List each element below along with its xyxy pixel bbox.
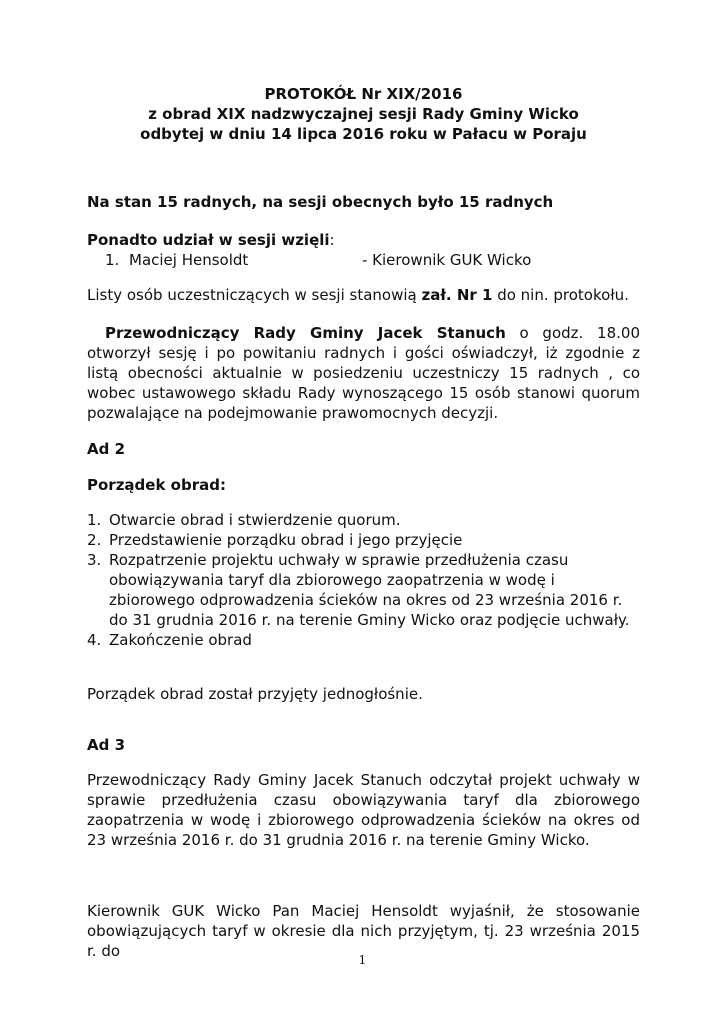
manager-paragraph: Kierownik GUK Wicko Pan Maciej Hensoldt wyjaśnił, że stosowanie obowiązujących taryf w okresie dla nich przyjętym, tj. 23 września 2015 r. do: [87, 902, 640, 960]
attendance-statement: Na stan 15 radnych, na sesji obecnych było 15 radnych: [87, 193, 554, 211]
participant-role: - Kierownik GUK Wicko: [362, 251, 532, 269]
attendance-list-note: Listy osób uczestniczących w sesji stanowią zał. Nr 1 do nin. protokołu.: [87, 286, 629, 304]
agenda-item: 3. Rozpatrzenie projektu uchwały w sprawie przedłużenia czasu obowiązywania taryf dla zbiorowego zaopatrzenia w wodę i zbiorowego odprowadzenia ścieków na okres od 23 września 2016 r. do 31 grudnia 2016 r. na terenie Gminy Wicko oraz podjęcie uchwały.: [87, 551, 630, 629]
participant-name: Maciej Hensoldt: [129, 251, 249, 269]
participant-number: 1.: [105, 251, 120, 269]
opening-paragraph: Przewodniczący Rady Gminy Jacek Stanuch o godz. 18.00 otworzył sesję i po powitaniu radnych i gości oświadczył, iż zgodnie z listą obecności aktualnie w posiedzeniu uczestniczy 15 radnych , co wobec ustawowego składu Rady wynoszącego 15 osób stanowi quorum pozwalające na podejmowanie prawomocnych decyzji.: [87, 324, 640, 422]
title-line-2: z obrad XIX nadzwyczajnej sesji Rady Gminy Wicko: [148, 105, 579, 123]
ad3-paragraph: Przewodniczący Rady Gminy Jacek Stanuch odczytał projekt uchwały w sprawie przedłużenia czasu obowiązywania taryf dla zbiorowego zaopatrzenia w wodę i zbiorowego odprowadzenia ścieków na okres od 23 września 2016 r. do 31 grudnia 2016 r. na terenie Gminy Wicko.: [87, 771, 640, 849]
title-line-3: odbytej w dniu 14 lipca 2016 roku w Pałacu w Poraju: [140, 125, 587, 143]
agenda-list: [87, 510, 640, 650]
document-page: [87, 84, 640, 961]
participant-item: [87, 250, 640, 270]
ad2-heading: Ad 2: [87, 440, 126, 458]
title-line-1: PROTOKÓŁ Nr XIX/2016: [264, 85, 463, 103]
agenda-item: 2. Przedstawienie porządku obrad i jego przyjęcie: [87, 531, 463, 549]
agenda-item: 1. Otwarcie obrad i stwierdzenie quorum.: [87, 511, 401, 529]
participants-section: [87, 230, 640, 270]
agenda-item: 4. Zakończenie obrad: [87, 631, 252, 649]
document-title: [87, 84, 640, 144]
page-number: 1: [358, 953, 367, 967]
agenda-accepted: Porządek obrad został przyjęty jednogłośnie.: [87, 685, 423, 703]
ad3-heading: Ad 3: [87, 736, 126, 754]
participants-heading: Ponadto udział w sesji wzięli:: [87, 231, 335, 249]
agenda-heading: Porządek obrad:: [87, 476, 226, 494]
